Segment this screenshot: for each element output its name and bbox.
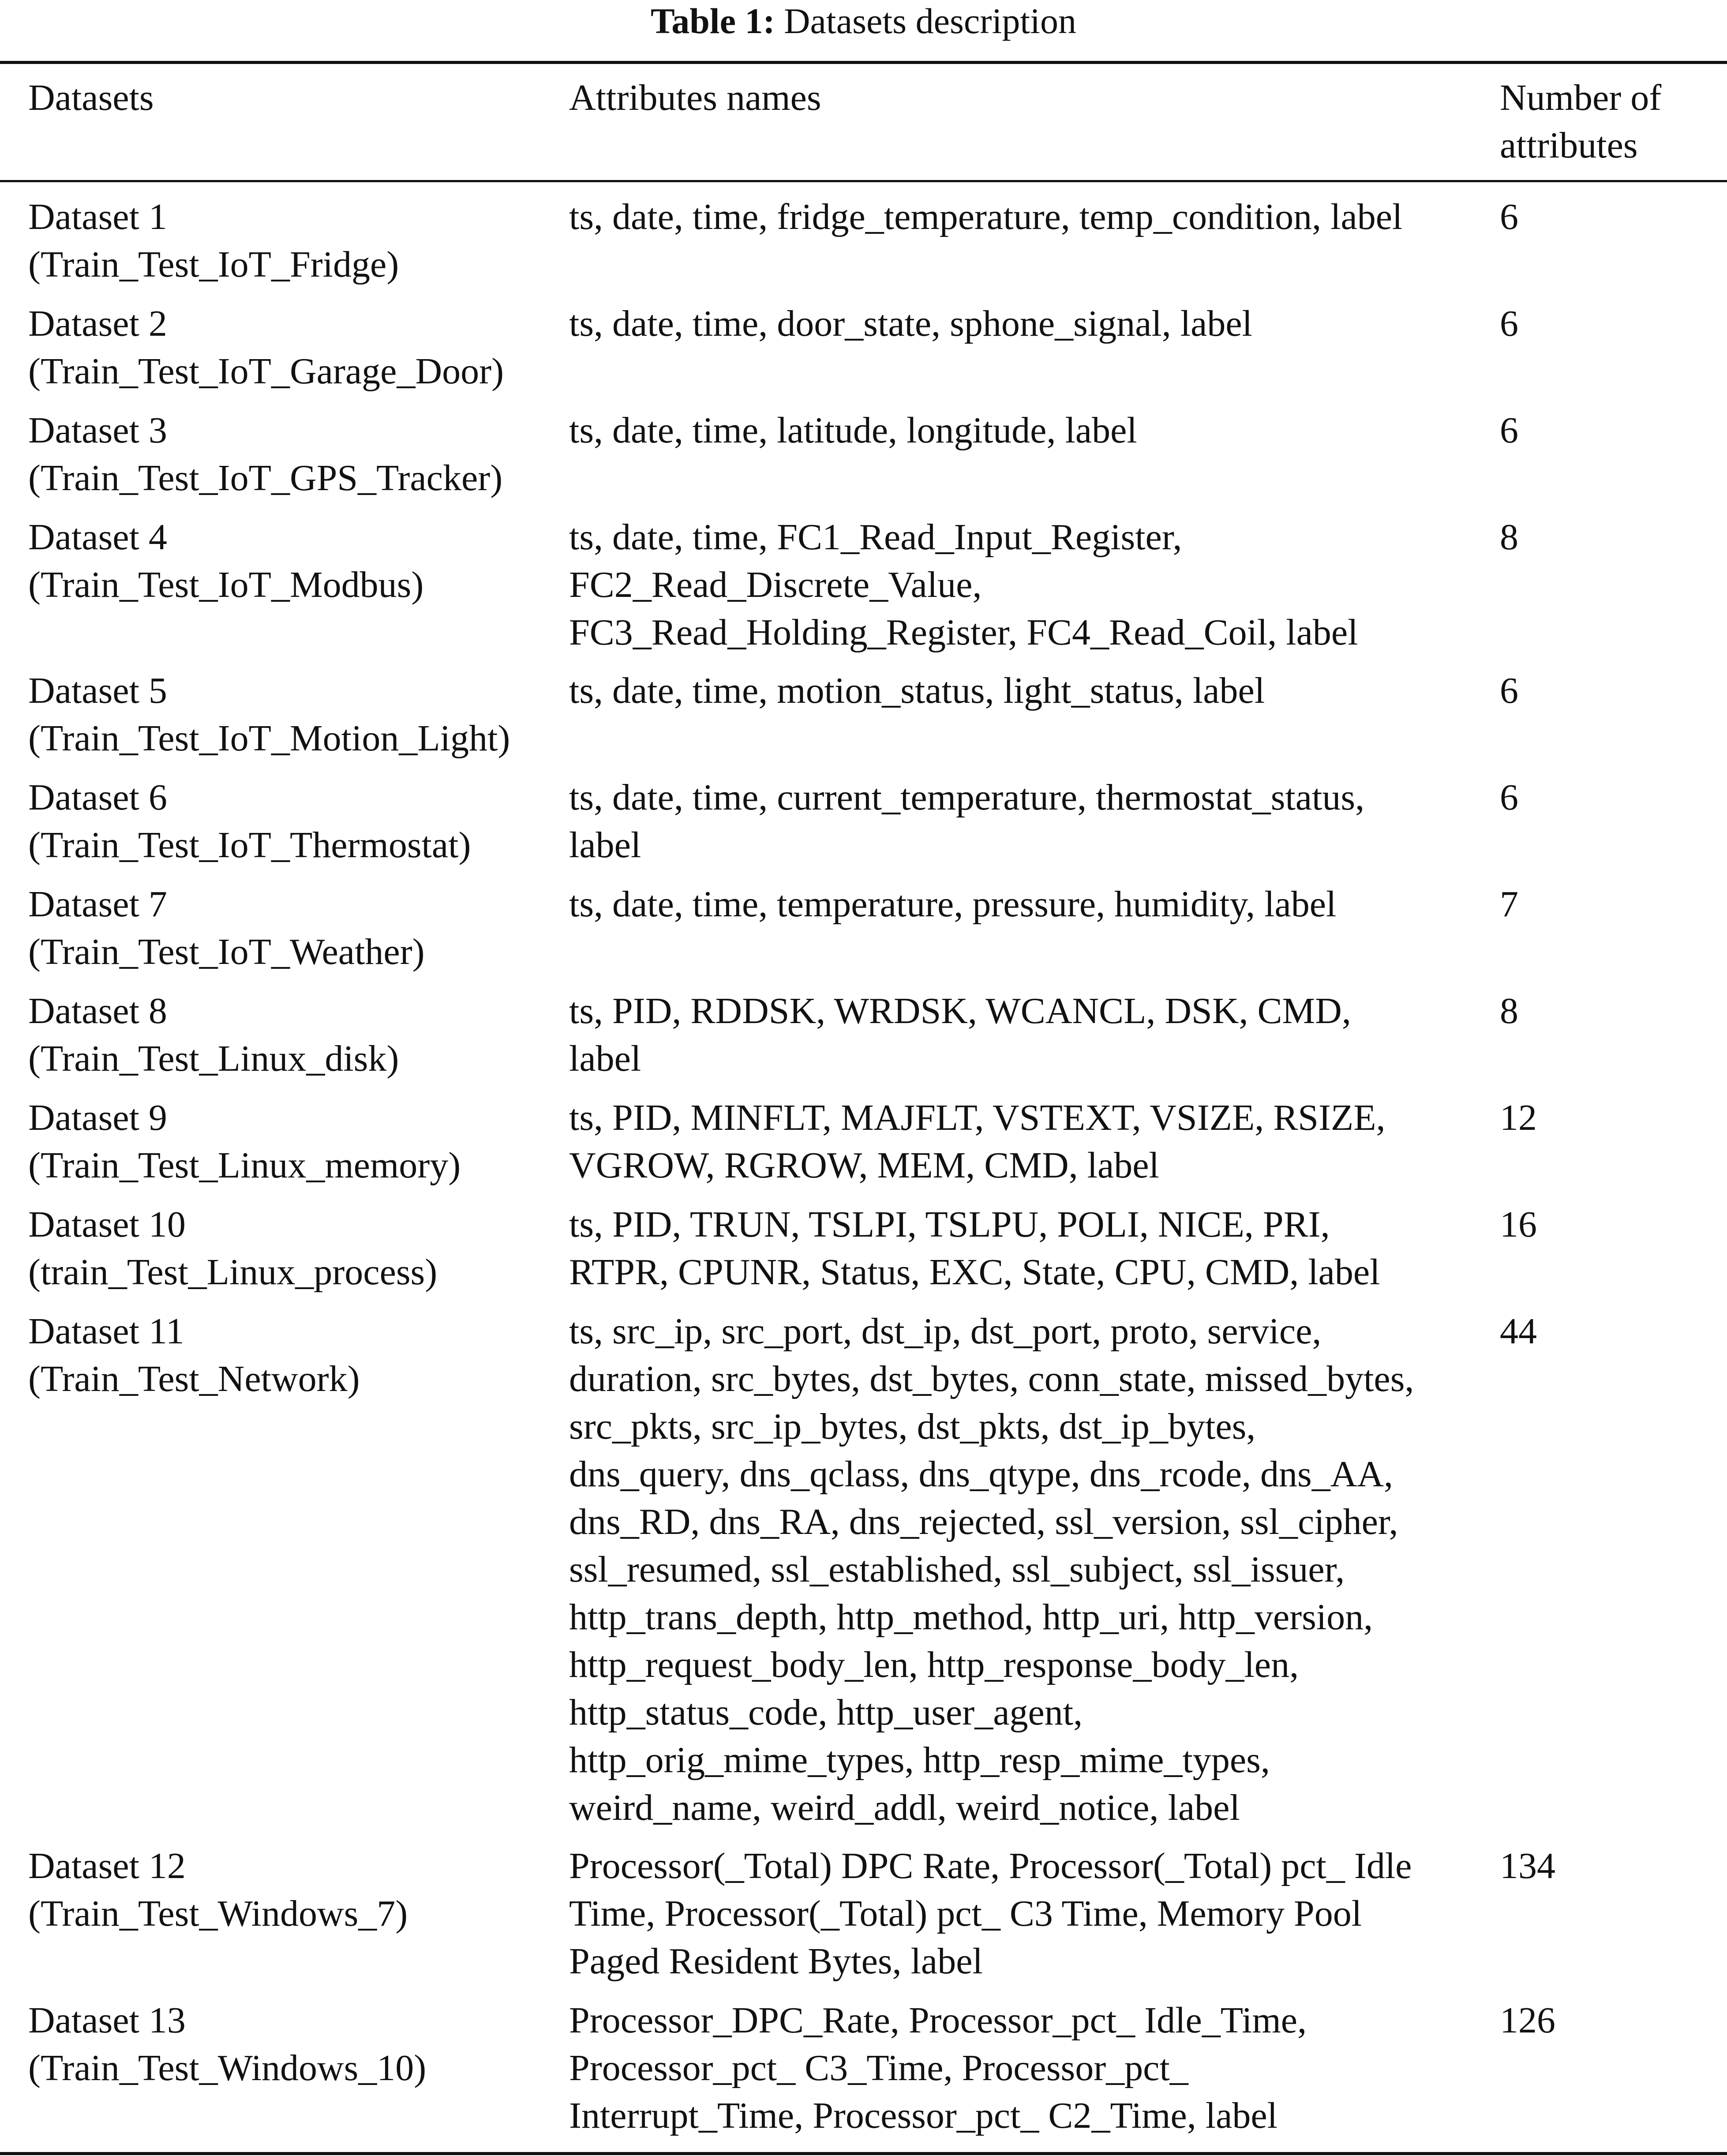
header-attributes-names: Attributes names (569, 77, 821, 118)
attributes-cell (569, 774, 1364, 869)
attributes-cell (569, 193, 1402, 241)
dataset-source: (Train_Test_IoT_Fridge) (28, 244, 399, 285)
dataset-name-cell (28, 407, 502, 502)
attributes-line: FC2_Read_Discrete_Value, (569, 564, 982, 605)
attribute-count-cell: 6 (1500, 196, 1518, 237)
table-caption (0, 0, 1727, 42)
attributes-line: http_trans_depth, http_method, http_uri, http_version, (569, 1597, 1373, 1638)
attribute-count-cell: 6 (1500, 410, 1518, 451)
attributes-line: ts, date, time, FC1_Read_Input_Register, (569, 517, 1182, 558)
dataset-label: Dataset 1 (28, 196, 167, 237)
attribute-count-cell: 44 (1500, 1311, 1537, 1352)
attributes-cell (569, 987, 1351, 1083)
bottom-rule (0, 2152, 1727, 2155)
attributes-line: ts, date, time, temperature, pressure, humidity, label (569, 884, 1337, 925)
attribute-count-cell: 8 (1500, 517, 1518, 558)
attributes-cell (569, 407, 1137, 454)
dataset-name-cell (28, 1094, 461, 1189)
attributes-cell (569, 1201, 1380, 1296)
dataset-name-cell (28, 1308, 360, 1403)
dataset-source: (Train_Test_IoT_GPS_Tracker) (28, 457, 503, 499)
attribute-count-cell: 134 (1500, 1845, 1555, 1886)
attributes-line: Processor_DPC_Rate, Processor_pct_ Idle_Time, (569, 2000, 1307, 2041)
attributes-cell (569, 1094, 1386, 1189)
attributes-cell (569, 1308, 1414, 1832)
dataset-name-cell (28, 987, 399, 1083)
attributes-line: FC3_Read_Holding_Register, FC4_Read_Coil, label (569, 612, 1358, 653)
attributes-line: VGROW, RGROW, MEM, CMD, label (569, 1145, 1159, 1186)
header-number-line1: Number of (1500, 77, 1662, 118)
dataset-name-cell (28, 774, 471, 869)
attributes-line: weird_name, weird_addl, weird_notice, label (569, 1787, 1240, 1828)
dataset-label: Dataset 8 (28, 990, 167, 1031)
caption-title: Datasets description (784, 1, 1076, 41)
attribute-count-cell: 6 (1500, 777, 1518, 818)
dataset-name-cell (28, 193, 399, 289)
attribute-count-cell: 8 (1500, 990, 1518, 1031)
caption-label: Table 1: (651, 1, 775, 41)
dataset-label: Dataset 6 (28, 777, 167, 818)
attributes-line: dns_query, dns_qclass, dns_qtype, dns_rcode, dns_AA, (569, 1454, 1394, 1495)
attributes-cell (569, 1842, 1412, 1985)
dataset-source: (Train_Test_Windows_7) (28, 1893, 408, 1934)
dataset-source: (Train_Test_Linux_memory) (28, 1145, 461, 1186)
attributes-line: ts, date, time, door_state, sphone_signal, label (569, 303, 1252, 344)
header-rule (0, 180, 1727, 182)
attributes-line: dns_RD, dns_RA, dns_rejected, ssl_version, ssl_cipher, (569, 1501, 1398, 1542)
dataset-label: Dataset 11 (28, 1311, 184, 1352)
attributes-cell (569, 1997, 1307, 2140)
dataset-label: Dataset 10 (28, 1204, 186, 1245)
attribute-count-cell: 126 (1500, 2000, 1555, 2041)
dataset-source: (Train_Test_Windows_10) (28, 2047, 427, 2089)
attributes-line: label (569, 825, 641, 866)
top-rule (0, 61, 1727, 64)
dataset-label: Dataset 4 (28, 517, 167, 558)
dataset-label: Dataset 7 (28, 884, 167, 925)
attributes-cell (569, 514, 1358, 656)
attributes-cell (569, 300, 1252, 348)
dataset-name-cell (28, 881, 425, 976)
attribute-count-cell: 16 (1500, 1204, 1537, 1245)
attributes-line: ts, PID, MINFLT, MAJFLT, VSTEXT, VSIZE, RSIZE, (569, 1097, 1386, 1138)
attributes-line: http_request_body_len, http_response_body_len, (569, 1644, 1299, 1685)
dataset-name-cell (28, 514, 423, 609)
attributes-line: ts, PID, RDDSK, WRDSK, WCANCL, DSK, CMD, (569, 990, 1351, 1031)
dataset-name-cell (28, 1842, 408, 1938)
dataset-source: (Train_Test_IoT_Thermostat) (28, 825, 471, 866)
attributes-line: ssl_resumed, ssl_established, ssl_subject, ssl_issuer, (569, 1549, 1345, 1590)
attributes-line: Time, Processor(_Total) pct_ C3 Time, Memory Pool (569, 1893, 1362, 1934)
attributes-line: http_status_code, http_user_agent, (569, 1692, 1083, 1733)
dataset-name-cell (28, 667, 510, 762)
attributes-line: Processor(_Total) DPC Rate, Processor(_Total) pct_ Idle (569, 1845, 1412, 1886)
dataset-source: (Train_Test_Linux_disk) (28, 1038, 399, 1079)
attributes-line: Processor_pct_ C3_Time, Processor_pct_ (569, 2047, 1188, 2089)
attributes-line: Interrupt_Time, Processor_pct_ C2_Time, label (569, 2095, 1278, 2136)
dataset-label: Dataset 3 (28, 410, 167, 451)
attributes-line: ts, date, time, latitude, longitude, label (569, 410, 1137, 451)
dataset-source: (Train_Test_IoT_Garage_Door) (28, 351, 504, 392)
header-number-line2: attributes (1500, 125, 1638, 166)
attributes-line: http_orig_mime_types, http_resp_mime_types, (569, 1740, 1270, 1781)
attributes-line: src_pkts, src_ip_bytes, dst_pkts, dst_ip_bytes, (569, 1406, 1256, 1447)
header-datasets: Datasets (28, 77, 154, 118)
attributes-line: ts, date, time, current_temperature, thermostat_status, (569, 777, 1365, 818)
attributes-cell (569, 667, 1265, 715)
attributes-line: duration, src_bytes, dst_bytes, conn_state, missed_bytes, (569, 1358, 1414, 1399)
attributes-line: ts, PID, TRUN, TSLPI, TSLPU, POLI, NICE, PRI, (569, 1204, 1330, 1245)
attribute-count-cell: 12 (1500, 1097, 1537, 1138)
dataset-source: (Train_Test_IoT_Weather) (28, 931, 425, 972)
dataset-label: Dataset 13 (28, 2000, 186, 2041)
dataset-label: Dataset 2 (28, 303, 167, 344)
attributes-line: ts, date, time, motion_status, light_status, label (569, 670, 1265, 711)
attribute-count-cell: 7 (1500, 884, 1518, 925)
attributes-line: RTPR, CPUNR, Status, EXC, State, CPU, CMD, label (569, 1252, 1380, 1293)
dataset-source: (train_Test_Linux_process) (28, 1252, 438, 1293)
attributes-line: ts, src_ip, src_port, dst_ip, dst_port, proto, service, (569, 1311, 1322, 1352)
attributes-line: ts, date, time, fridge_temperature, temp_condition, label (569, 196, 1403, 237)
dataset-name-cell (28, 1997, 426, 2092)
attributes-cell (569, 881, 1336, 928)
dataset-name-cell (28, 300, 504, 395)
attributes-line: Paged Resident Bytes, label (569, 1941, 983, 1982)
dataset-source: (Train_Test_IoT_Modbus) (28, 564, 424, 605)
attribute-count-cell: 6 (1500, 303, 1518, 344)
attribute-count-cell: 6 (1500, 670, 1518, 711)
header-number-of-attributes (1500, 74, 1661, 169)
attributes-line: label (569, 1038, 641, 1079)
dataset-label: Dataset 9 (28, 1097, 167, 1138)
dataset-source: (Train_Test_IoT_Motion_Light) (28, 718, 510, 759)
dataset-label: Dataset 5 (28, 670, 167, 711)
dataset-source: (Train_Test_Network) (28, 1358, 360, 1399)
dataset-label: Dataset 12 (28, 1845, 186, 1886)
dataset-name-cell (28, 1201, 437, 1296)
